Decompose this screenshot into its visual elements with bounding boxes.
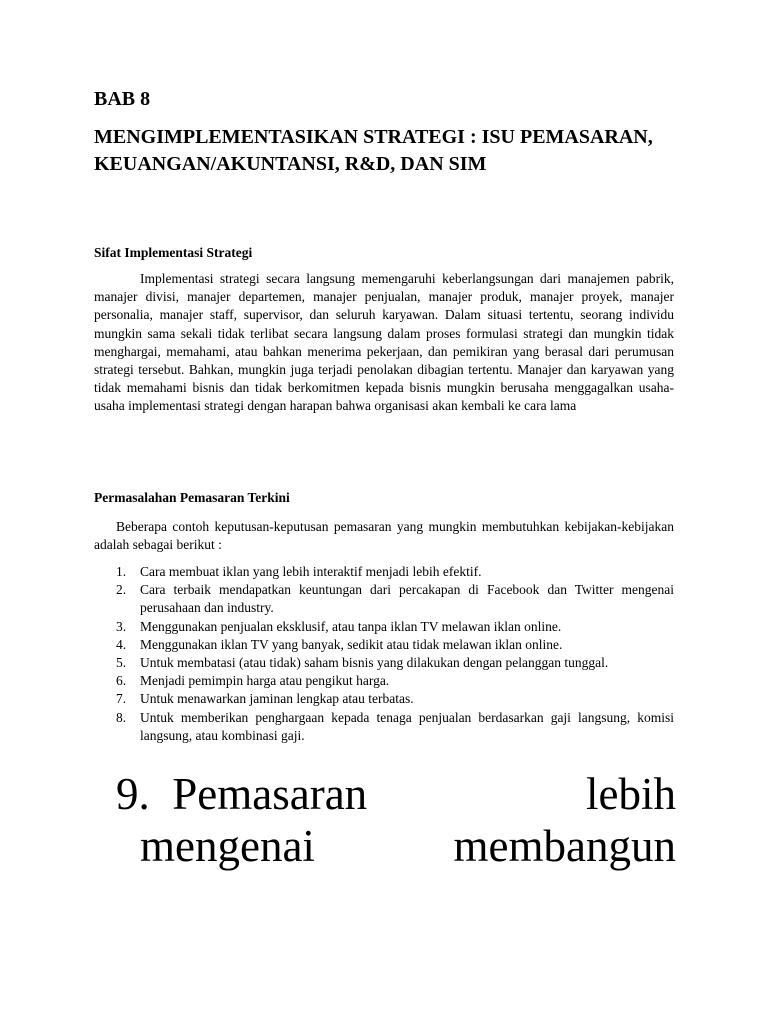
section-paragraph-implementation: Implementasi strategi secara langsung memengaruhi keberlangsungan dari manajemen pabrik, manajer divisi, manajer departemen, manajer penjualan, manajer produk, manajer proyek, manajer personalia, manajer staff, supervisor, dan seluruh karyawan. Dalam situasi tertentu, seorang individu mungkin sama sekali tidak terlibat secara langsung dalam proses formulasi strategi dan mungkin tidak menghargai, memahami, atau bahkan menerima pekerjaan, dan pemikiran yang berasal dari perumusan strategi tersebut. Bahkan, mungkin juga terjadi penolakan dibagian tertentu. Manajer dan karyawan yang tidak memahami bisnis dan tidak berkomitmen kepada bisnis mungkin berusaha menggagalkan usaha-usaha implementasi strategi dengan harapan bahwa organisasi akan kembali ke cara lama	[94, 271, 674, 414]
section-heading-marketing: Permasalahan Pemasaran Terkini	[94, 490, 290, 505]
list-item-text: Untuk memberikan penghargaan kepada tenaga penjualan berdasarkan gaji langsung, komisi langsung, atau kombinasi gaji.	[140, 709, 674, 743]
list-item-text: Menggunakan iklan TV yang banyak, sedikit atau tidak melawan iklan online.	[140, 636, 563, 652]
list-item-text: Untuk membatasi (atau tidak) saham bisnis yang dilakukan dengan pelanggan tunggal.	[140, 655, 609, 671]
list-item-text: Menggunakan penjualan eksklusif, atau tanpa iklan TV melawan iklan online.	[140, 618, 562, 634]
list-item-text: Menjadi pemimpin harga atau pengikut harga.	[140, 673, 390, 689]
list-item-text: Untuk menawarkan jaminan lengkap atau terbatas.	[140, 691, 414, 707]
large-line-2	[116, 820, 676, 872]
large-line-1-start	[116, 768, 367, 820]
list-item	[94, 636, 674, 654]
list-item	[94, 672, 674, 690]
list-item-number: 6.	[116, 673, 127, 689]
list-item	[94, 618, 674, 636]
list-item	[94, 563, 674, 581]
section-intro-marketing: Beberapa contoh keputusan-keputusan pemasaran yang mungkin membutuhkan kebijakan-kebijakan adalah sebagai berikut :	[94, 519, 674, 553]
chapter-title: MENGIMPLEMENTASIKAN STRATEGI : ISU PEMASARAN, KEUANGAN/AKUNTANSI, R&D, DAN SIM	[94, 126, 653, 175]
large-word: membangun	[453, 821, 676, 871]
large-word: mengenai	[140, 821, 315, 871]
list-item-number: 7.	[116, 691, 127, 707]
chapter-heading: BAB 8	[94, 88, 151, 110]
list-item	[94, 709, 674, 745]
list-item-large	[116, 768, 676, 872]
list-item	[94, 654, 674, 672]
list-item-text: Cara terbaik mendapatkan keuntungan dari percakapan di Facebook dan Twitter mengenai perusahaan dan industry.	[140, 582, 674, 616]
list-item-number: 1.	[116, 564, 127, 579]
list-item	[94, 581, 674, 617]
list-item-number: 9.	[116, 769, 150, 819]
list-item	[94, 690, 674, 708]
large-word: lebih	[586, 769, 676, 819]
list-item-text: Cara membuat iklan yang lebih interaktif menjadi lebih efektif.	[140, 564, 482, 579]
list-item-number: 2.	[116, 582, 127, 598]
list-item-number: 8.	[116, 709, 127, 725]
list-item-number: 5.	[116, 655, 127, 671]
list-item-number: 4.	[116, 636, 127, 652]
list-item-number: 3.	[116, 618, 127, 634]
large-word: Pemasaran	[172, 769, 368, 819]
marketing-decision-list	[94, 563, 674, 745]
section-heading-implementation: Sifat Implementasi Strategi	[94, 245, 253, 260]
large-line-1	[116, 768, 676, 820]
